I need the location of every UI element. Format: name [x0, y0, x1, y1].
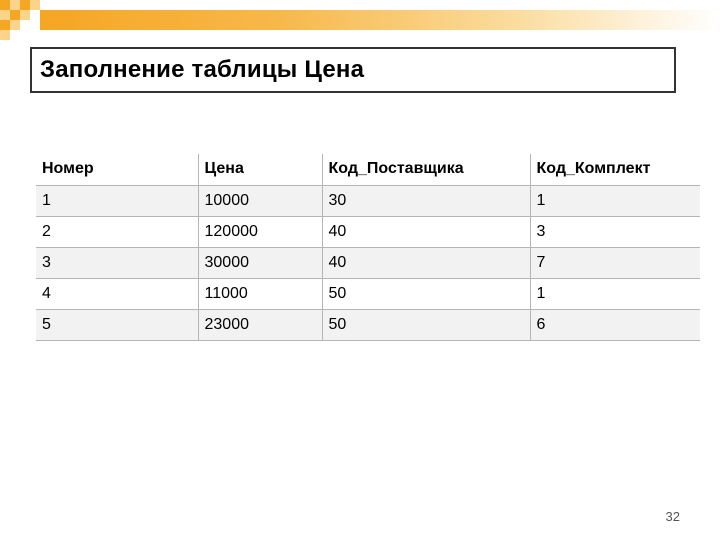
decor-square	[10, 10, 20, 20]
decor-square	[0, 20, 10, 30]
table-cell: 50	[322, 278, 530, 309]
decor-square	[10, 20, 20, 30]
table-cell: 3	[530, 216, 700, 247]
table-row	[36, 216, 700, 247]
table-cell: 30000	[198, 247, 322, 278]
table-cell: 23000	[198, 309, 322, 340]
table-cell: 2	[36, 216, 198, 247]
header-decoration	[0, 0, 720, 40]
table-row	[36, 185, 700, 216]
table-cell: 4	[36, 278, 198, 309]
decor-square	[10, 0, 20, 10]
decor-square	[20, 10, 30, 20]
table-cell: 120000	[198, 216, 322, 247]
table-cell: 5	[36, 309, 198, 340]
table-cell: 3	[36, 247, 198, 278]
column-header: Номер	[36, 154, 198, 185]
table-cell: 50	[322, 309, 530, 340]
table-cell: 1	[530, 185, 700, 216]
price-table	[36, 154, 700, 341]
table-cell: 1	[36, 185, 198, 216]
slide-title: Заполнение таблицы Цена	[40, 56, 365, 83]
title-box	[30, 47, 676, 93]
column-header: Код_Комплект	[530, 154, 700, 185]
decor-square	[0, 0, 10, 10]
decor-square	[0, 30, 10, 40]
table-cell: 10000	[198, 185, 322, 216]
column-header: Код_Поставщика	[322, 154, 530, 185]
page-number: 32	[665, 509, 680, 524]
table-cell: 7	[530, 247, 700, 278]
decor-square	[30, 0, 40, 10]
table-cell: 6	[530, 309, 700, 340]
table-cell: 1	[530, 278, 700, 309]
table-cell: 11000	[198, 278, 322, 309]
table-header-row	[36, 154, 700, 185]
decor-square	[0, 10, 10, 20]
decor-square	[20, 0, 30, 10]
table-row	[36, 278, 700, 309]
table-row	[36, 309, 700, 340]
accent-gradient-bar	[40, 10, 720, 30]
column-header: Цена	[198, 154, 322, 185]
table-row	[36, 247, 700, 278]
table-cell: 40	[322, 247, 530, 278]
table-cell: 40	[322, 216, 530, 247]
table-cell: 30	[322, 185, 530, 216]
